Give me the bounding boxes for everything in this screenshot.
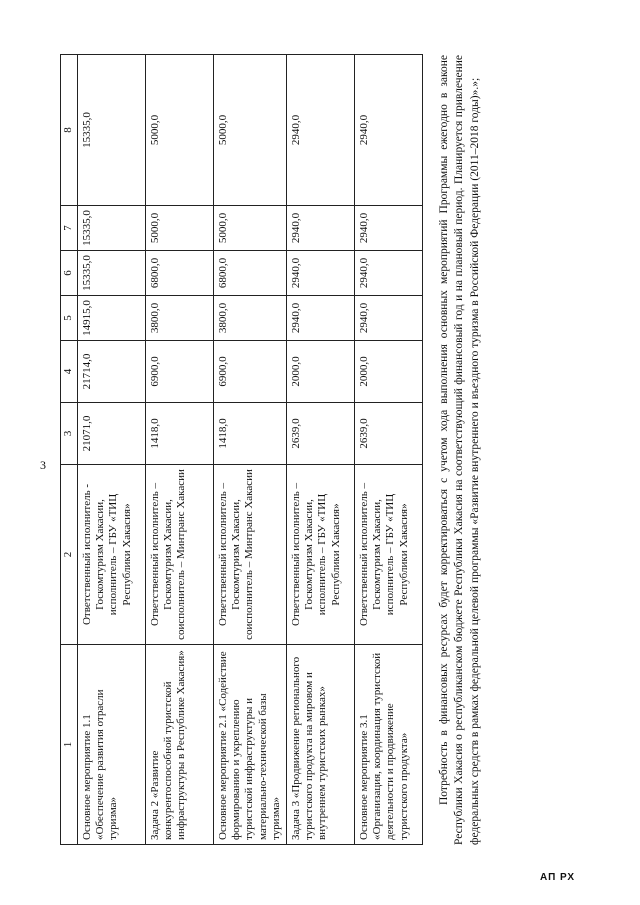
- row-responsible: Ответственный исполнитель – Госкомтуризм Хакасии, исполнитель – ГБУ «ТИЦ Республики Хакасия»: [286, 465, 354, 645]
- cell-value: 2639,0: [286, 403, 354, 465]
- cell-value: 2940,0: [286, 55, 354, 206]
- cell-value: 5000,0: [214, 55, 287, 206]
- cell-value: 3800,0: [214, 296, 287, 341]
- table-row: [286, 55, 354, 845]
- row-responsible: Ответственный исполнитель - Госкомтуризм Хакасии, исполнитель – ГБУ «ТИЦ Республики Хакасия»: [78, 465, 146, 645]
- cell-value: 2940,0: [354, 251, 422, 296]
- row-responsible: Ответственный исполнитель – Госкомтуризм Хакасии, соисполнитель – Минтранс Хакасии: [146, 465, 214, 645]
- cell-value: 2000,0: [354, 341, 422, 403]
- note-paragraph: Потребность в финансовых ресурсах будет корректироваться с учетом хода выполнения основных мероприятий Программы ежегодно в законе Республики Хакасия о республиканском бюджете Республики Хакасия на соответствующий финансовый год и на плановый период. Планируется привлечение федеральных средств в рамках федеральной целевой программы «Развитие внутреннего и въездного туризма в Российской Федерации (2011–2018 годы)».»;: [437, 55, 481, 845]
- cell-value: 5000,0: [146, 206, 214, 251]
- cell-value: 1418,0: [146, 403, 214, 465]
- column-header: 1: [61, 645, 78, 845]
- cell-value: 2940,0: [354, 206, 422, 251]
- cell-value: 15335,0: [78, 251, 146, 296]
- cell-value: 2940,0: [286, 206, 354, 251]
- column-header: 3: [61, 403, 78, 465]
- row-name: Основное мероприятие 2.1 «Содействие формированию и укреплению туристской инфраструктуры и материально-технической базы туризма»: [214, 645, 287, 845]
- cell-value: 5000,0: [214, 206, 287, 251]
- row-responsible: Ответственный исполнитель – Госкомтуризм Хакасии, исполнитель – ГБУ «ТИЦ Республики Хакасия»: [354, 465, 422, 645]
- row-name: Задача 2 «Развитие конкурентоспособной туристской инфраструктуры в Республике Хакасия»: [146, 645, 214, 845]
- table-row: [146, 55, 214, 845]
- column-header: 4: [61, 341, 78, 403]
- cell-value: 3800,0: [146, 296, 214, 341]
- cell-value: 2000,0: [286, 341, 354, 403]
- cell-value: 15335,0: [78, 206, 146, 251]
- table-header-row: [61, 55, 78, 845]
- cell-value: 6900,0: [146, 341, 214, 403]
- table-row: [214, 55, 287, 845]
- cell-value: 6900,0: [214, 341, 287, 403]
- row-name: Задача 3 «Продвижение регионального туристского продукта на мировом и внутреннем туристских рынках»: [286, 645, 354, 845]
- table-row: [354, 55, 422, 845]
- cell-value: 21071,0: [78, 403, 146, 465]
- stamp-label: АП РХ: [540, 872, 576, 883]
- cell-value: 6800,0: [214, 251, 287, 296]
- funding-note: [437, 55, 484, 845]
- column-header: 8: [61, 55, 78, 206]
- cell-value: 14915,0: [78, 296, 146, 341]
- cell-value: 15335,0: [78, 55, 146, 206]
- table-row: [78, 55, 146, 845]
- funding-table: [60, 54, 423, 845]
- cell-value: 21714,0: [78, 341, 146, 403]
- column-header: 7: [61, 206, 78, 251]
- cell-value: 2940,0: [286, 251, 354, 296]
- cell-value: 2639,0: [354, 403, 422, 465]
- column-header: 5: [61, 296, 78, 341]
- landscape-page: [60, 55, 580, 845]
- column-header: 2: [61, 465, 78, 645]
- cell-value: 1418,0: [214, 403, 287, 465]
- cell-value: 2940,0: [286, 296, 354, 341]
- cell-value: 2940,0: [354, 296, 422, 341]
- column-header: 6: [61, 251, 78, 296]
- cell-value: 2940,0: [354, 55, 422, 206]
- cell-value: 6800,0: [146, 251, 214, 296]
- row-name: Основное мероприятие 1.1 «Обеспечение развития отрасли туризма»: [78, 645, 146, 845]
- row-name: Основное мероприятие 3.1 «Организация, координация туристской деятельности и продвижение туристского продукта»: [354, 645, 422, 845]
- page-number: 3: [40, 458, 46, 472]
- cell-value: 5000,0: [146, 55, 214, 206]
- row-responsible: Ответственный исполнитель – Госкомтуризм Хакасии, соисполнитель – Минтранс Хакасии: [214, 465, 287, 645]
- rotated-content: [60, 55, 580, 845]
